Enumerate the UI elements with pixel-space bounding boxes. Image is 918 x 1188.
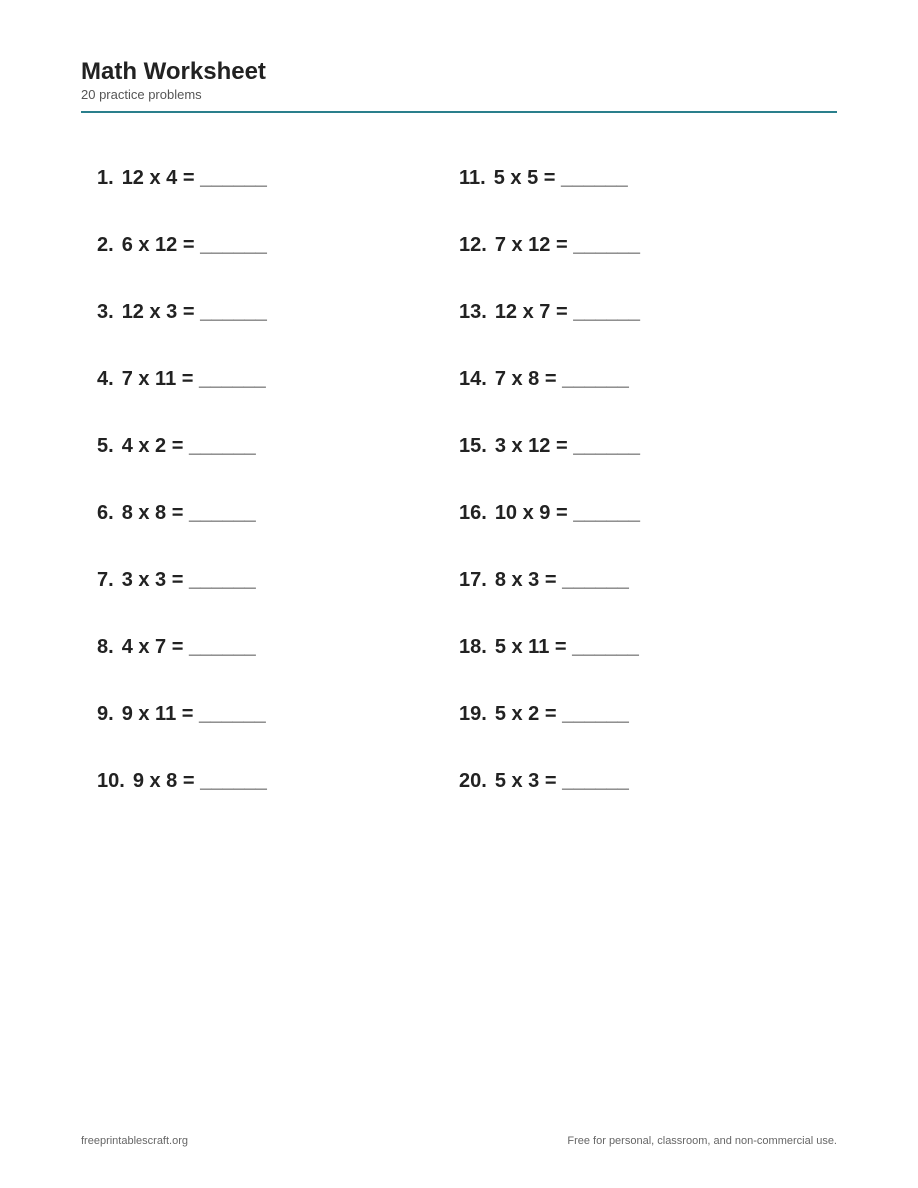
problem-expression: 12 x 4 = ______ <box>121 167 267 189</box>
problem-number: 1. <box>97 167 114 189</box>
footer-site: freeprintablescraft.org <box>81 1135 188 1147</box>
problem-item <box>97 364 437 431</box>
problem-expression: 6 x 12 = ______ <box>121 234 267 256</box>
problem-item <box>97 230 437 297</box>
problem-expression: 5 x 5 = ______ <box>493 167 628 189</box>
problem-item <box>459 163 799 230</box>
problem-column-left <box>97 163 437 833</box>
problem-number: 17. <box>459 569 487 591</box>
header-divider <box>81 111 837 113</box>
problem-number: 6. <box>97 502 114 524</box>
problem-number: 7. <box>97 569 114 591</box>
problem-item <box>459 364 799 431</box>
problem-number: 10. <box>97 770 125 792</box>
problem-item <box>459 297 799 364</box>
problem-expression: 7 x 12 = ______ <box>494 234 640 256</box>
problem-item <box>97 431 437 498</box>
problem-expression: 3 x 12 = ______ <box>494 435 640 457</box>
problem-item <box>97 498 437 565</box>
problem-expression: 8 x 3 = ______ <box>494 569 629 591</box>
problem-number: 16. <box>459 502 487 524</box>
problem-expression: 12 x 3 = ______ <box>121 301 267 323</box>
footer-license: Free for personal, classroom, and non-commercial use. <box>567 1135 837 1147</box>
problem-item <box>459 699 799 766</box>
problem-number: 5. <box>97 435 114 457</box>
problem-item <box>97 699 437 766</box>
problem-column-right <box>459 163 799 833</box>
problem-expression: 5 x 11 = ______ <box>494 636 639 658</box>
problem-expression: 4 x 2 = ______ <box>121 435 256 457</box>
problem-expression: 10 x 9 = ______ <box>494 502 640 524</box>
problem-expression: 5 x 3 = ______ <box>494 770 629 792</box>
problem-expression: 4 x 7 = ______ <box>121 636 256 658</box>
problem-number: 2. <box>97 234 114 256</box>
problem-item <box>459 766 799 833</box>
problem-expression: 7 x 11 = ______ <box>121 368 266 390</box>
problem-number: 18. <box>459 636 487 658</box>
problem-item <box>97 632 437 699</box>
problem-expression: 7 x 8 = ______ <box>494 368 629 390</box>
problem-item <box>459 565 799 632</box>
problem-number: 12. <box>459 234 487 256</box>
problem-expression: 12 x 7 = ______ <box>494 301 640 323</box>
problem-item <box>97 163 437 230</box>
problem-expression: 3 x 3 = ______ <box>121 569 256 591</box>
problem-item <box>459 632 799 699</box>
problem-expression: 9 x 8 = ______ <box>132 770 267 792</box>
problem-number: 8. <box>97 636 114 658</box>
problem-expression: 9 x 11 = ______ <box>121 703 266 725</box>
problem-number: 20. <box>459 770 487 792</box>
problem-number: 14. <box>459 368 487 390</box>
problem-item <box>459 431 799 498</box>
problem-number: 19. <box>459 703 487 725</box>
problem-number: 4. <box>97 368 114 390</box>
problem-item <box>97 565 437 632</box>
problem-expression: 8 x 8 = ______ <box>121 502 256 524</box>
problem-number: 13. <box>459 301 487 323</box>
problem-expression: 5 x 2 = ______ <box>494 703 629 725</box>
problem-number: 11. <box>459 167 486 189</box>
problem-number: 3. <box>97 301 114 323</box>
problem-number: 15. <box>459 435 487 457</box>
problem-item <box>459 230 799 297</box>
problem-number: 9. <box>97 703 114 725</box>
problem-item <box>97 297 437 364</box>
page-title: Math Worksheet <box>81 58 266 85</box>
problem-item <box>459 498 799 565</box>
worksheet-header <box>81 57 837 103</box>
page-subtitle: 20 practice problems <box>81 87 202 102</box>
problem-item <box>97 766 437 833</box>
